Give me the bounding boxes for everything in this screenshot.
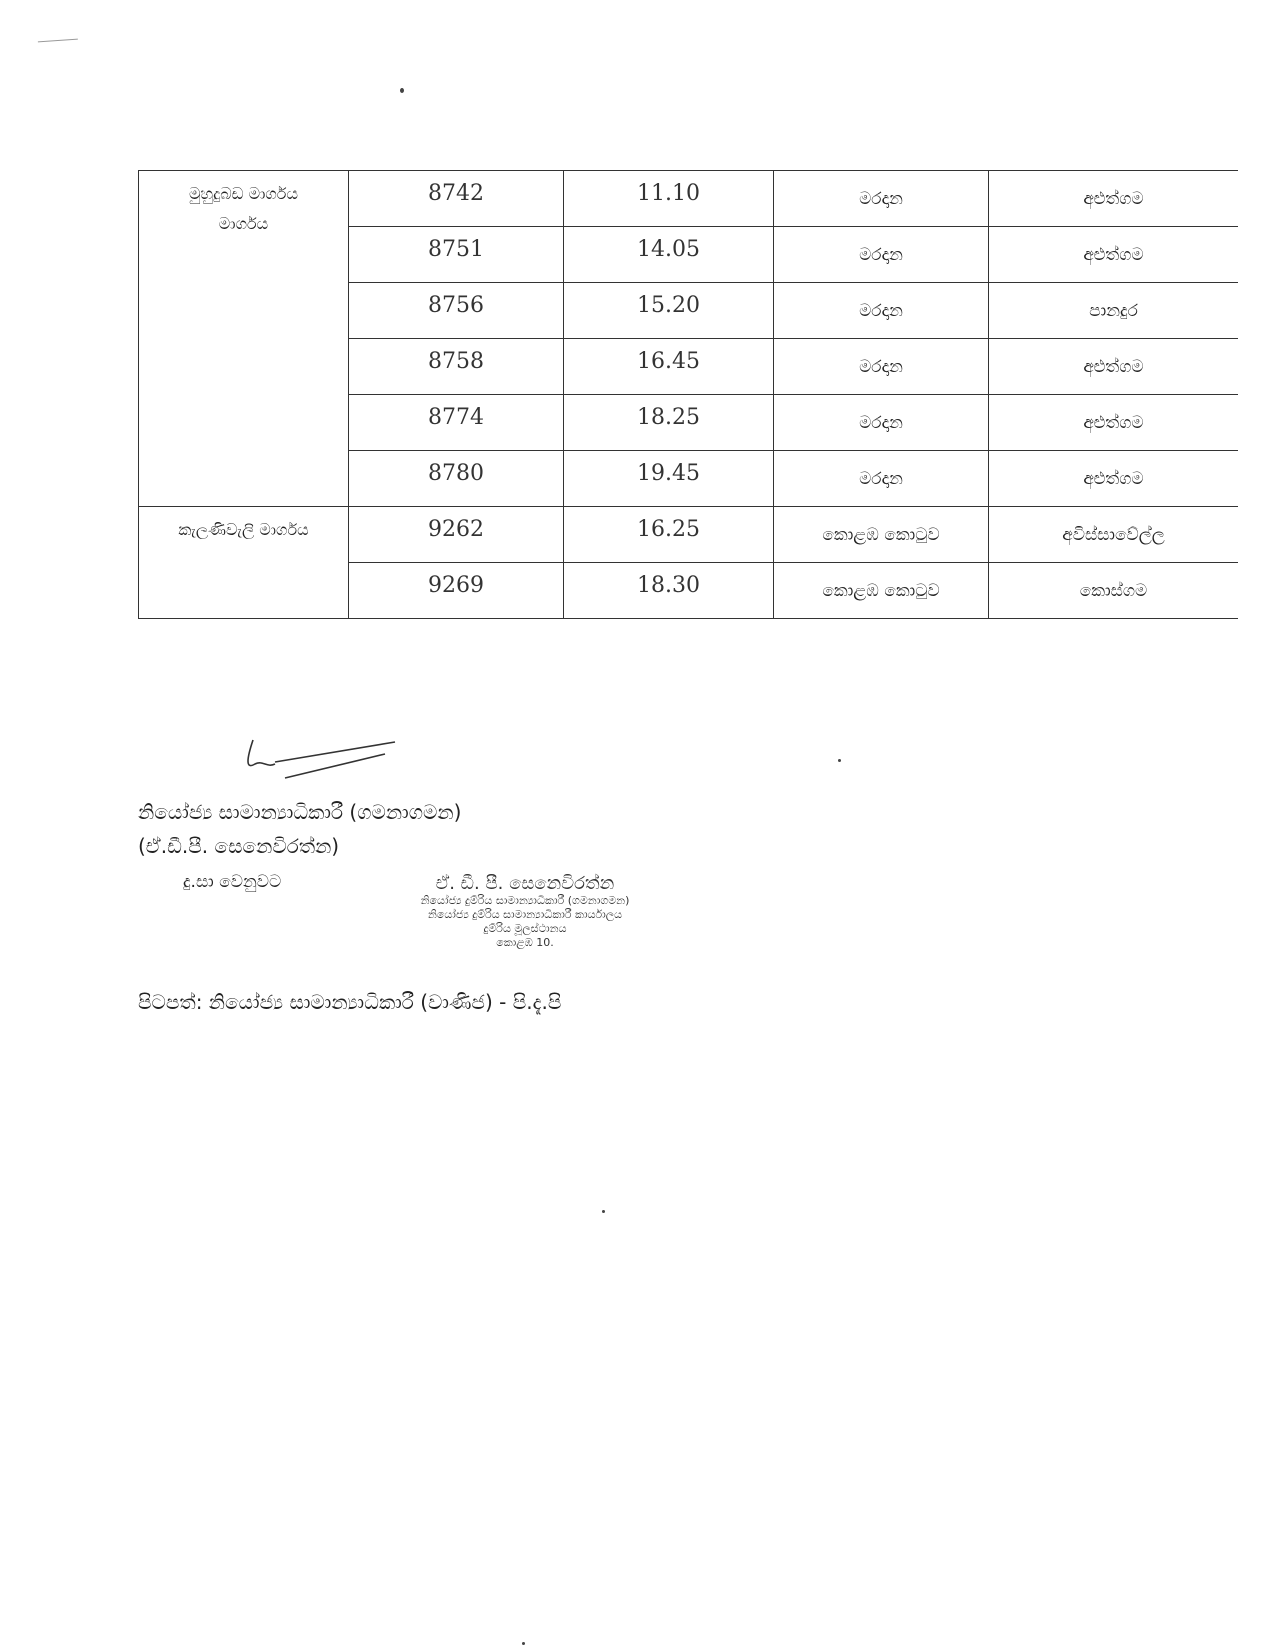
origin-station-cell: මරදාන <box>774 227 989 283</box>
official-stamp <box>345 874 705 950</box>
signatory-name: (ඒ.ඩී.පී. සෙනෙවිරත්න) <box>138 834 340 858</box>
destination-station-cell: අළුත්ගම <box>989 395 1239 451</box>
destination-station-cell: අළුත්ගම <box>989 451 1239 507</box>
signatory-designation: නියෝජ්‍ය සාමාන්‍යාධිකාරී (ගමනාගමන) <box>138 800 462 824</box>
departure-time-cell: 11.10 <box>564 171 774 227</box>
departure-time-cell: 18.30 <box>564 563 774 619</box>
departure-time-cell: 16.25 <box>564 507 774 563</box>
origin-station-cell: මරදාන <box>774 283 989 339</box>
train-number-cell: 9262 <box>349 507 564 563</box>
train-number-cell: 8751 <box>349 227 564 283</box>
departure-time-cell: 15.20 <box>564 283 774 339</box>
scan-mark <box>38 39 78 47</box>
stamp-name: ඒ. ඩී. පී. සෙනෙවිරත්න <box>435 873 615 894</box>
scan-speck <box>400 88 404 93</box>
train-number-cell: 8774 <box>349 395 564 451</box>
stamp-line: කොළඹ 10. <box>496 936 554 949</box>
destination-station-cell: කොස්ගම <box>989 563 1239 619</box>
route-name-cell: කැලණිවැලි මාර්ගය <box>139 507 349 619</box>
train-number-cell: 9269 <box>349 563 564 619</box>
scan-speck <box>602 1210 605 1213</box>
on-behalf-label: දු.සා වෙනුවට <box>183 872 282 892</box>
copy-to-line: පිටපත්: නියෝජ්‍ය සාමාන්‍යාධිකාරී (වාණිජ) - පි.දැ.පි <box>138 990 562 1014</box>
origin-station-cell: කොළඹ කොටුව <box>774 507 989 563</box>
destination-station-cell: පානදුර <box>989 283 1239 339</box>
scan-speck <box>838 759 841 762</box>
train-number-cell: 8780 <box>349 451 564 507</box>
destination-station-cell: අළුත්ගම <box>989 171 1239 227</box>
destination-station-cell: අළුත්ගම <box>989 339 1239 395</box>
route-name-cell: මුහුදුබඩ මාර්ගය මාර්ගය <box>139 171 349 507</box>
origin-station-cell: කොළඹ කොටුව <box>774 563 989 619</box>
stamp-line: නියෝජ්‍ය දුම්රිය සාමාන්‍යාධිකාරී (ගමනාගමන) <box>420 894 630 907</box>
origin-station-cell: මරදාන <box>774 171 989 227</box>
departure-time-cell: 16.45 <box>564 339 774 395</box>
scan-speck <box>522 1642 525 1645</box>
departure-time-cell: 18.25 <box>564 395 774 451</box>
origin-station-cell: මරදාන <box>774 451 989 507</box>
signature-mark <box>245 738 405 788</box>
departure-time-cell: 14.05 <box>564 227 774 283</box>
stamp-line: දුම්රිය මූලස්ථානය <box>483 922 567 935</box>
table-row <box>139 171 1239 227</box>
destination-station-cell: අවිස්සාවේල්ල <box>989 507 1239 563</box>
origin-station-cell: මරදාන <box>774 339 989 395</box>
table-row <box>139 507 1239 563</box>
train-number-cell: 8742 <box>349 171 564 227</box>
stamp-line: නියෝජ්‍ය දුම්රිය සාමාන්‍යාධිකාරී කාර්යාලය <box>427 908 623 921</box>
origin-station-cell: මරදාන <box>774 395 989 451</box>
train-schedule-table <box>138 170 1238 619</box>
train-number-cell: 8756 <box>349 283 564 339</box>
train-number-cell: 8758 <box>349 339 564 395</box>
departure-time-cell: 19.45 <box>564 451 774 507</box>
destination-station-cell: අළුත්ගම <box>989 227 1239 283</box>
